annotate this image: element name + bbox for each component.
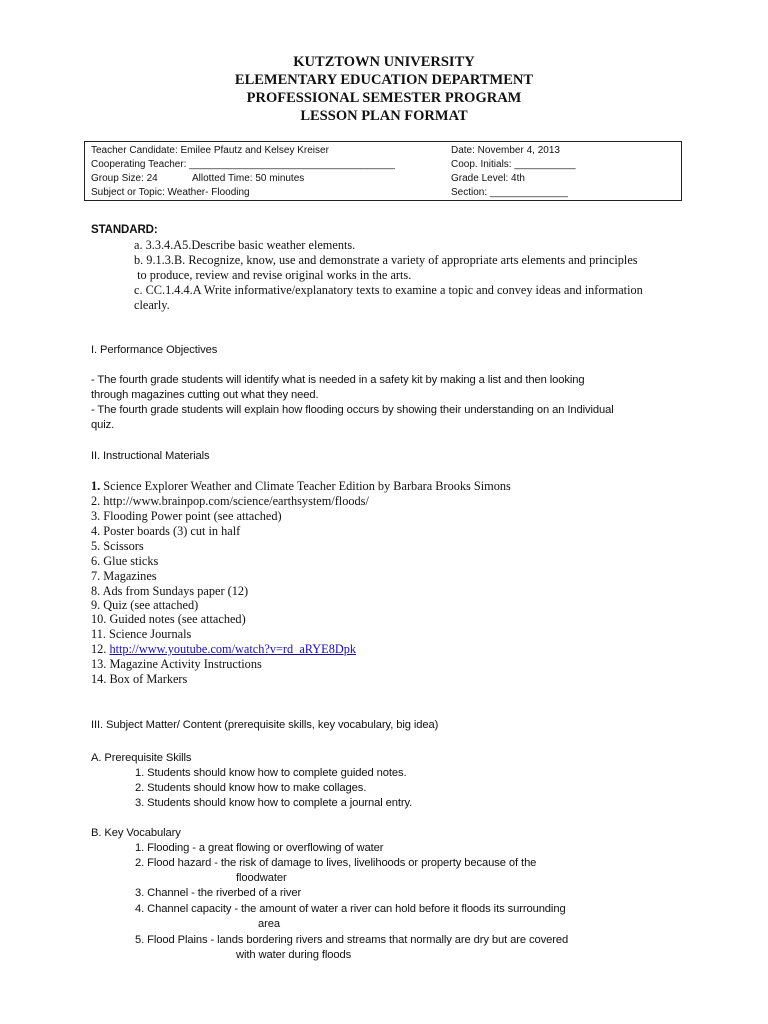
program-name: PROFESSIONAL SEMESTER PROGRAM (246, 90, 522, 106)
prerequisite-skill-1: 1. Students should know how to complete guided notes. (135, 767, 407, 779)
vocab-4-line2: area (258, 918, 280, 930)
prerequisite-skill-3: 3. Students should know how to complete a journal entry. (135, 797, 413, 809)
material-13: 13. Magazine Activity Instructions (91, 657, 262, 671)
material-9: 9. Quiz (see attached) (91, 598, 199, 612)
standard-a: a. 3.3.4.A5.Describe basic weather elements. (134, 238, 356, 252)
standard-heading: STANDARD: (91, 224, 158, 236)
prerequisite-skill-2: 2. Students should know how to make collages. (135, 782, 367, 794)
material-8: 8. Ads from Sundays paper (12) (91, 584, 249, 598)
vocab-2-line2: floodwater (236, 872, 287, 884)
material-1-text: Science Explorer Weather and Climate Teacher Edition by Barbara Brooks Simons (100, 479, 511, 493)
material-3: 3. Flooding Power point (see attached) (91, 509, 282, 523)
objective-1-line2: through magazines cutting out what they need. (91, 389, 319, 401)
material-11: 11. Science Journals (91, 627, 192, 641)
material-12 (91, 642, 356, 657)
material-5: 5. Scissors (91, 539, 144, 553)
vocab-4-line1: 4. Channel capacity - the amount of water a river can hold before it floods its surrounding (135, 903, 566, 915)
vocab-5-line1: 5. Flood Plains - lands bordering rivers and streams that normally are dry but are covered (135, 934, 569, 946)
vocab-5-line2: with water during floods (236, 949, 352, 961)
prerequisite-skills-heading: A. Prerequisite Skills (91, 752, 192, 764)
cooperating-teacher: Cooperating Teacher: _____________________________________ (91, 159, 395, 170)
material-1 (91, 479, 511, 494)
material-4: 4. Poster boards (3) cut in half (91, 524, 241, 538)
vocab-2-line1: 2. Flood hazard - the risk of damage to lives, livelihoods or property because of the (135, 857, 537, 869)
objectives-heading: I. Performance Objectives (91, 344, 218, 356)
materials-heading: II. Instructional Materials (91, 450, 210, 462)
coop-initials: Coop. Initials: ___________ (451, 159, 576, 170)
youtube-video-link[interactable]: http://www.youtube.com/watch?v=rd_aRYE8Dpk (109, 642, 357, 656)
vocab-3: 3. Channel - the riverbed of a river (135, 887, 302, 899)
university-name: KUTZTOWN UNIVERSITY (293, 54, 475, 70)
subject-topic: Subject or Topic: Weather- Flooding (91, 187, 250, 198)
department-name: ELEMENTARY EDUCATION DEPARTMENT (234, 72, 534, 88)
material-14: 14. Box of Markers (91, 672, 188, 686)
material-12-number: 12. (91, 642, 110, 656)
section: Section: ______________ (451, 187, 568, 198)
teacher-candidate: Teacher Candidate: Emilee Pfautz and Kelsey Kreiser (91, 145, 329, 156)
material-6: 6. Glue sticks (91, 554, 159, 568)
key-vocabulary-heading: B. Key Vocabulary (91, 827, 181, 839)
objective-2-line2: quiz. (91, 419, 115, 431)
standard-b-line1: b. 9.1.3.B. Recognize, know, use and demonstrate a variety of appropriate arts elements and principles (134, 253, 638, 267)
lesson-date: Date: November 4, 2013 (451, 145, 560, 156)
vocab-1: 1. Flooding - a great flowing or overflowing of water (135, 842, 384, 854)
standard-c-line2: clearly. (134, 298, 170, 312)
objective-2-line1: - The fourth grade students will explain how flooding occurs by showing their understanding on an Individual (91, 404, 614, 416)
subject-matter-heading: III. Subject Matter/ Content (prerequisite skills, key vocabulary, big idea) (91, 719, 439, 731)
material-2: 2. http://www.brainpop.com/science/earthsystem/floods/ (91, 494, 369, 508)
material-7: 7. Magazines (91, 569, 157, 583)
objective-1-line1: - The fourth grade students will identify what is needed in a safety kit by making a list and then looking (91, 374, 585, 386)
material-1-number: 1. (91, 479, 101, 493)
group-size: Group Size: 24 (91, 173, 158, 184)
allotted-time: Allotted Time: 50 minutes (192, 173, 305, 184)
material-10: 10. Guided notes (see attached) (91, 612, 246, 626)
grade-level: Grade Level: 4th (451, 173, 525, 184)
standard-c-line1: c. CC.1.4.4.A Write informative/explanatory texts to examine a topic and convey ideas and information (134, 283, 643, 297)
standard-b-line2: to produce, review and revise original works in the arts. (134, 268, 412, 282)
document-title: LESSON PLAN FORMAT (300, 108, 468, 124)
